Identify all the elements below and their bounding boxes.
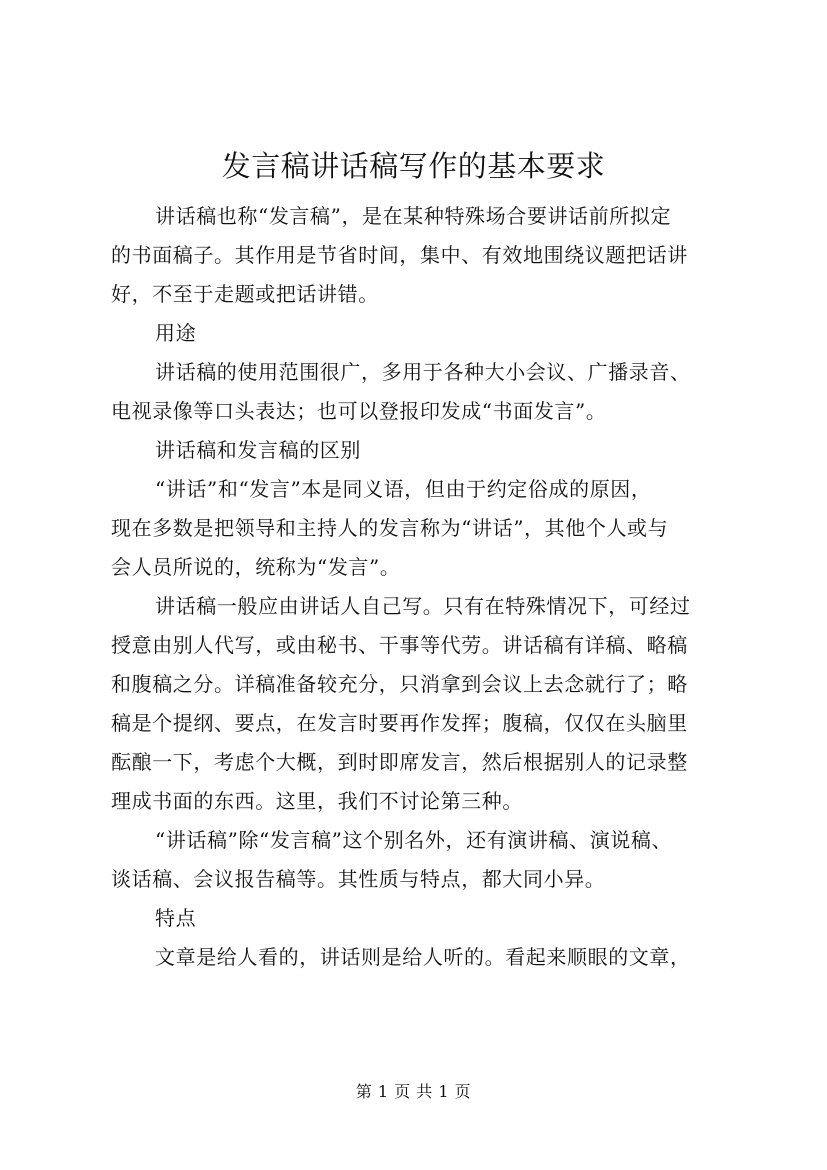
body-line: 讲话稿也称“发言稿”，是在某种特殊场合要讲话前所拟定 (155, 204, 672, 228)
body-line: 授意由别人代写，或由秘书、干事等代劳。讲话稿有详稿、略稿 (111, 633, 688, 657)
body-line: 讲话稿和发言稿的区别 (155, 438, 361, 462)
body-line: 好，不至于走题或把话讲错。 (111, 282, 379, 306)
body-line: 稿是个提纲、要点，在发言时要再作发挥；腹稿，仅仅在头脑里 (111, 711, 688, 735)
document-body (111, 197, 741, 977)
body-line: 讲话稿一般应由讲话人自己写。只有在特殊情况下，可经过 (155, 594, 691, 618)
body-line: 用途 (155, 321, 197, 345)
body-line: 特点 (155, 906, 197, 930)
body-line: 会人员所说的，统称为“发言”。 (111, 555, 401, 579)
body-line: 电视录像等口头表达；也可以登报印发成“书面发言”。 (111, 399, 607, 423)
body-line: “讲话稿”除“发言稿”这个别名外，还有演讲稿、演说稿、 (155, 828, 673, 852)
body-line: 谈话稿、会议报告稿等。其性质与特点，都大同小异。 (111, 867, 606, 891)
body-line: 现在多数是把领导和主持人的发言称为“讲话”，其他个人或与 (111, 516, 669, 540)
body-line: “讲话”和“发言”本是同义语，但由于约定俗成的原因， (155, 477, 652, 501)
document-title: 发言稿讲话稿写作的基本要求 (221, 149, 606, 183)
body-line: 文章是给人看的，讲话则是给人听的。看起来顺眼的文章， (155, 945, 691, 969)
page-number-footer: 第 1 页 共 1 页 (355, 1082, 472, 1101)
body-line: 酝酿一下，考虑个大概，到时即席发言，然后根据别人的记录整 (111, 750, 688, 774)
body-line: 的书面稿子。其作用是节省时间，集中、有效地围绕议题把话讲 (111, 243, 688, 267)
body-line: 理成书面的东西。这里，我们不讨论第三种。 (111, 789, 523, 813)
body-line: 讲话稿的使用范围很广，多用于各种大小会议、广播录音、 (155, 360, 691, 384)
body-line: 和腹稿之分。详稿准备较充分，只消拿到会议上去念就行了；略 (111, 672, 688, 696)
